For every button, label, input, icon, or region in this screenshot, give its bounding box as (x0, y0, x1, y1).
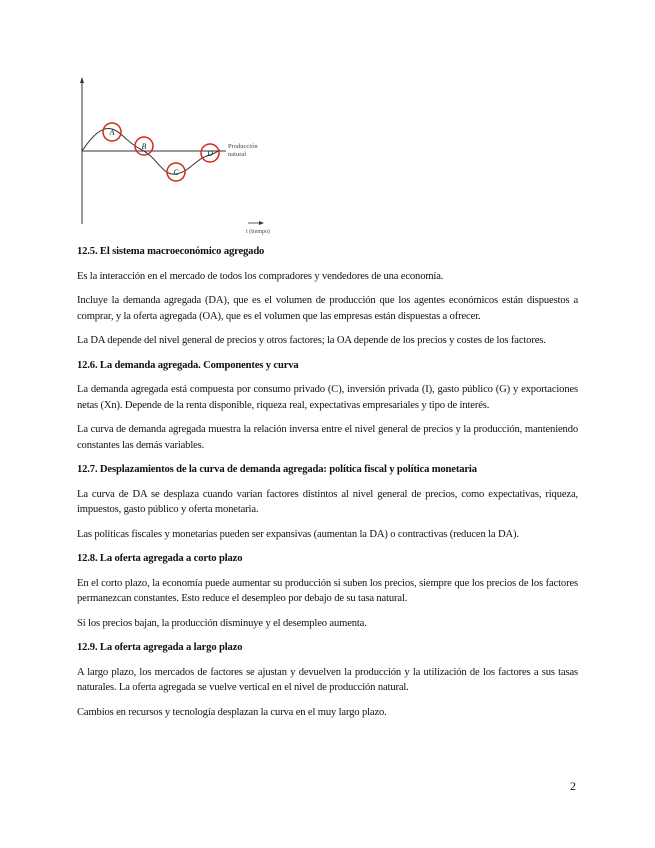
y-axis-arrow (80, 77, 84, 83)
section-12-9 (77, 640, 578, 720)
section-12-6 (77, 358, 578, 454)
natural-output-label-line1: Producción (228, 143, 258, 150)
point-a-label: A (109, 128, 115, 137)
page-number: 2 (570, 779, 576, 793)
paragraph: La curva de demanda agregada muestra la relación inversa entre el nivel general de precios y la producción, manteniendo constantes las demás variables. (77, 424, 578, 451)
point-b-label: B (141, 142, 147, 151)
page-content (77, 244, 578, 729)
paragraph: La DA depende del nivel general de precios y otros factores; la OA depende de los precios y costes de los factores. (77, 335, 546, 346)
point-d-label: D (207, 149, 213, 158)
section-heading: 12.6. La demanda agregada. Componentes y curva (77, 359, 299, 371)
x-axis-arrow (259, 221, 264, 225)
paragraph: En el corto plazo, la economía puede aumentar su producción si suben los precios, siempre que los precios de los factores permanezcan constantes. Esto reduce el desempleo por debajo de su tasa natural. (77, 577, 578, 604)
paragraph: Si los precios bajan, la producción disminuye y el desempleo aumenta. (77, 617, 367, 629)
x-axis-label: t (tiempo) (246, 229, 270, 235)
paragraph: Es la interacción en el mercado de todos los compradores y vendedores de una economía. (77, 270, 444, 282)
natural-output-label-line2: natural (228, 151, 247, 158)
section-heading: 12.8. La oferta agregada a corto plazo (77, 553, 243, 564)
point-c-label: C (173, 168, 179, 177)
paragraph: Las políticas fiscales y monetarias pueden ser expansivas (aumentan la DA) o contractivas (reducen la DA). (77, 528, 519, 540)
section-12-8 (77, 551, 578, 631)
section-heading: 12.9. La oferta agregada a largo plazo (77, 642, 243, 653)
business-cycle-figure (70, 76, 280, 236)
section-12-7 (77, 462, 578, 542)
paragraph: La curva de DA se desplaza cuando varían factores distintos al nivel general de precios, como expectativas, riqueza, impuestos, gasto público y oferta monetaria. (77, 488, 578, 515)
section-heading: 12.7. Desplazamientos de la curva de demanda agregada: política fiscal y política monetaria (77, 464, 477, 475)
paragraph: Incluye la demanda agregada (DA), que es el volumen de producción que los agentes económicos están dispuestos a comprar, y la oferta agregada (OA), que es el volumen que las empresas están dispuestas a ofrecer. (77, 295, 578, 322)
paragraph: Cambios en recursos y tecnología desplazan la curva en el muy largo plazo. (77, 706, 387, 718)
section-12-5 (77, 244, 578, 349)
paragraph: La demanda agregada está compuesta por consumo privado (C), inversión privada (I), gasto público (G) y exportaciones netas (Xn). Depende de la renta disponible, riqueza real, expectativas empresariales y tipo de interés. (77, 384, 578, 411)
section-heading: 12.5. El sistema macroeconómico agregado (77, 246, 265, 257)
paragraph: A largo plazo, los mercados de factores se ajustan y devuelven la producción y la utilización de los factores a sus tasas naturales. La oferta agregada se vuelve vertical en el nivel de producción natural. (77, 666, 578, 693)
business-cycle-chart (70, 76, 280, 236)
